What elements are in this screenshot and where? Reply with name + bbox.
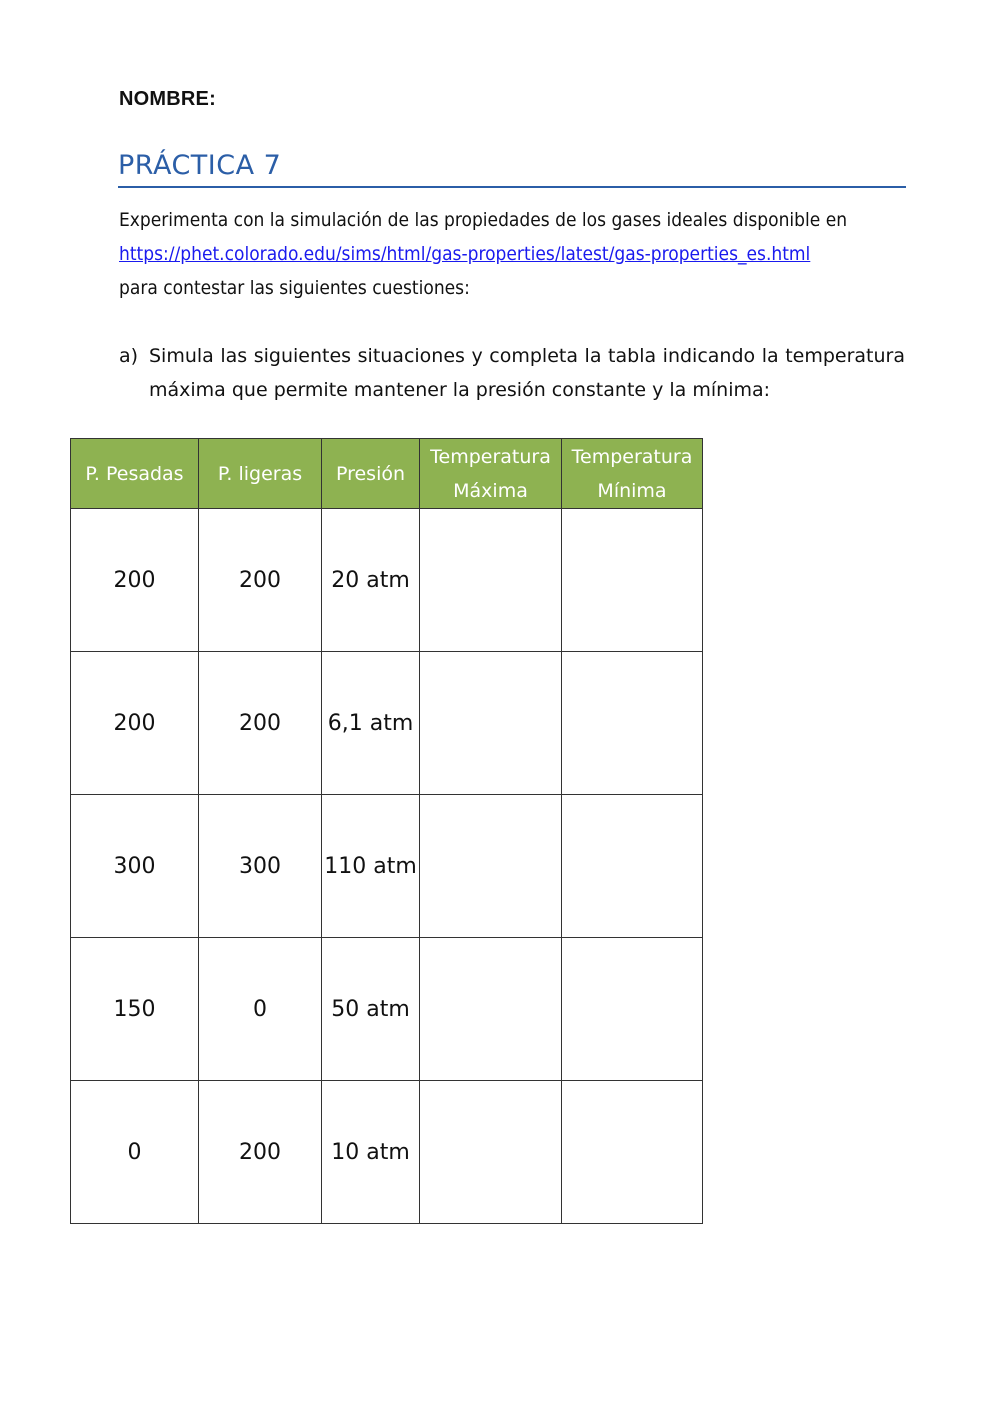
- cell-heavy: 200: [71, 652, 199, 795]
- cell-heavy: 300: [71, 795, 199, 938]
- cell-min-temp-input[interactable]: [562, 652, 703, 795]
- cell-pressure: 110 atm: [322, 795, 420, 938]
- page-title: PRÁCTICA 7: [118, 150, 282, 181]
- table-header-row: [71, 439, 703, 509]
- cell-pressure: 6,1 atm: [322, 652, 420, 795]
- cell-light: 200: [199, 509, 322, 652]
- cell-min-temp-input[interactable]: [562, 1081, 703, 1224]
- table-row: [71, 1081, 703, 1224]
- cell-max-temp-input[interactable]: [420, 795, 562, 938]
- cell-min-temp-input[interactable]: [562, 795, 703, 938]
- question-text: Simula las siguientes situaciones y completa la tabla indicando la temperatura máxima que permite mantener la presión constante y la mínima:: [149, 345, 905, 401]
- header-min-temperature: Temperatura Mínima: [562, 439, 703, 509]
- cell-min-temp-input[interactable]: [562, 938, 703, 1081]
- cell-light: 200: [199, 1081, 322, 1224]
- cell-max-temp-input[interactable]: [420, 652, 562, 795]
- cell-min-temp-input[interactable]: [562, 509, 703, 652]
- cell-light: 200: [199, 652, 322, 795]
- cell-heavy: 0: [71, 1081, 199, 1224]
- cell-max-temp-input[interactable]: [420, 509, 562, 652]
- simulation-link[interactable]: https://phet.colorado.edu/sims/html/gas-properties/latest/gas-properties_es.html: [119, 243, 811, 265]
- cell-heavy: 150: [71, 938, 199, 1081]
- cell-heavy: 200: [71, 509, 199, 652]
- cell-light: 300: [199, 795, 322, 938]
- table-row: [71, 938, 703, 1081]
- intro-text-after: para contestar las siguientes cuestiones:: [119, 277, 470, 299]
- cell-pressure: 50 atm: [322, 938, 420, 1081]
- header-max-temperature: Temperatura Máxima: [420, 439, 562, 509]
- header-heavy-particles: P. Pesadas: [71, 439, 199, 509]
- table-row: [71, 795, 703, 938]
- cell-max-temp-input[interactable]: [420, 1081, 562, 1224]
- table-row: [71, 652, 703, 795]
- title-divider: [118, 186, 906, 188]
- intro-paragraph: [119, 203, 905, 305]
- name-label: NOMBRE:: [119, 88, 216, 110]
- data-table: [70, 438, 703, 1224]
- cell-light: 0: [199, 938, 322, 1081]
- table-row: [71, 509, 703, 652]
- intro-text: Experimenta con la simulación de las propiedades de los gases ideales disponible en: [119, 209, 848, 231]
- question-letter: a): [119, 345, 139, 367]
- header-pressure: Presión: [322, 439, 420, 509]
- cell-pressure: 10 atm: [322, 1081, 420, 1224]
- cell-pressure: 20 atm: [322, 509, 420, 652]
- cell-max-temp-input[interactable]: [420, 938, 562, 1081]
- question-a: [119, 339, 905, 407]
- header-light-particles: P. ligeras: [199, 439, 322, 509]
